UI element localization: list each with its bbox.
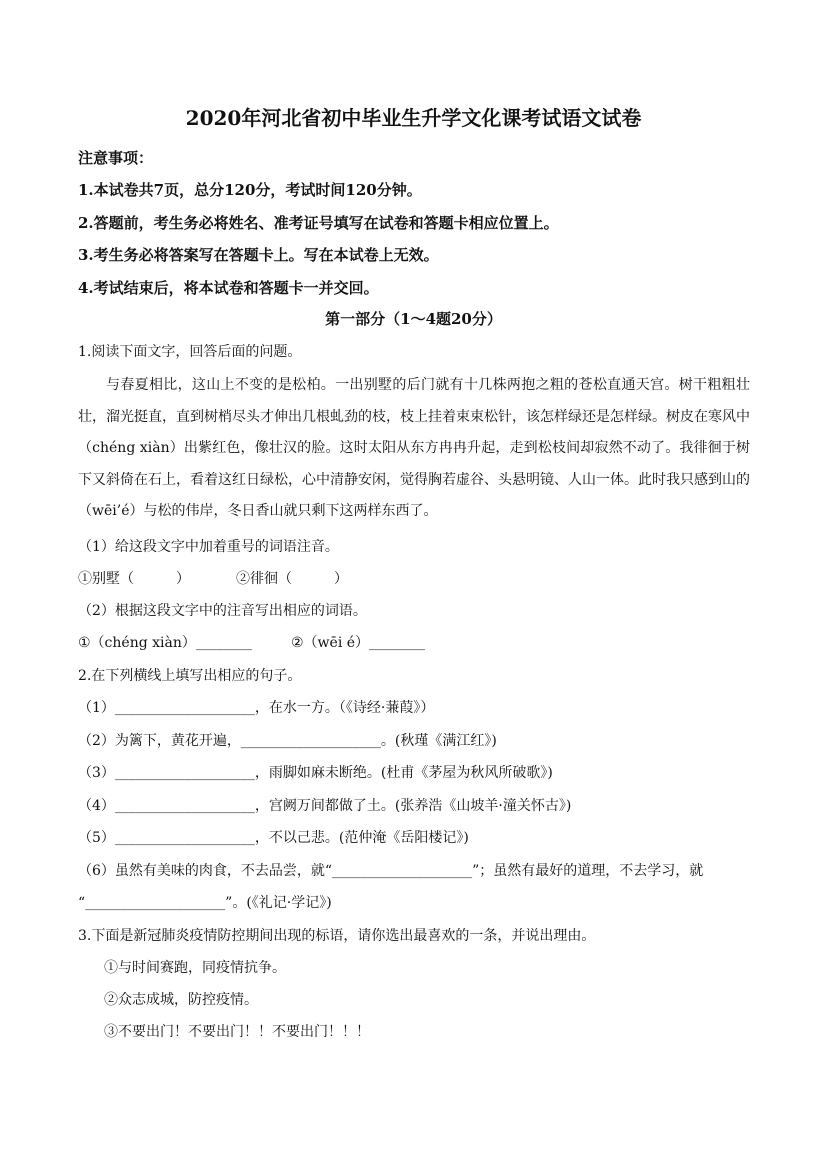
- q1-sub1-item-1: ①别墅（ ）: [78, 571, 190, 587]
- notice-item-1: 1.本试卷共7页，总分120分，考试时间120分钟。: [78, 181, 422, 199]
- notice-item-4: 4.考试结束后，将本试卷和答题卡一并交回。: [78, 279, 379, 297]
- q2-line-5: （5）____________________，不以己悲。(范仲淹《岳阳楼记》): [78, 830, 469, 846]
- q1-stem: 1.阅读下面文字，回答后面的问题。: [78, 344, 302, 360]
- notice-heading: 注意事项：: [78, 149, 154, 167]
- q2-line-4: （4）____________________，宫阙万间都做了土。(张养浩《山坡羊·潼关怀古》): [78, 798, 572, 814]
- q2-line-7: “____________________”。(《礼记·学记》): [78, 895, 332, 911]
- q3-option-3: ③不要出门！不要出门！！不要出门！！！: [104, 1024, 370, 1040]
- q3-option-1: ①与时间赛跑，同疫情抗争。: [104, 960, 286, 976]
- q1-sub2-item-1: ①（chéng xiàn）________: [78, 635, 252, 651]
- exam-title: 2020年河北省初中毕业生升学文化课考试语文试卷: [185, 106, 642, 130]
- notice-item-3: 3.考生务必将答案写在答题卡上。写在本试卷上无效。: [78, 246, 439, 264]
- q2-stem: 2.在下列横线上填写出相应的句子。: [78, 668, 302, 684]
- q2-line-3: （3）____________________，雨脚如麻未断绝。(杜甫《茅屋为秋风所破歌》): [78, 765, 553, 781]
- q1-sub2: （2）根据这段文字中的注音写出相应的词语。: [78, 603, 367, 619]
- q1-sub2-item-2: ②（wēi é）________: [291, 635, 426, 651]
- q1-sub1-item-2: ②徘徊（ ）: [236, 571, 348, 587]
- notice-item-2: 2.答题前，考生务必将姓名、准考证号填写在试卷和答题卡相应位置上。: [78, 214, 559, 232]
- q2-line-2: （2）为篱下，黄花开遍，____________________。(秋瑾《满江红》): [78, 733, 497, 749]
- q1-sub1: （1）给这段文字中加着重号的词语注音。: [78, 539, 339, 555]
- section-title: 第一部分（1～4题20分）: [325, 310, 502, 328]
- q2-line-1: （1）____________________，在水一方。（《诗经·蒹葭》）: [78, 700, 435, 716]
- q1-passage: 与春夏相比，这山上不变的是松柏。一出别墅的后门就有十几株两抱之粗的苍松直通天宫。树干粗粗壮壮，溜光挺直，直到树梢尽头才伸出几根虬劲的枝，枝上挂着束束松针，该怎样绿还是怎样绿。树皮在寒风中（chéng xiàn）出紫红色，像壮汉的脸。这时太阳从东方冉冉升起，走到松枝间却寂然不动了。我徘徊于树下又斜倚在石上，看着这红日绿松，心中清静安闲，觉得胸若虚谷、头悬明镜、人山一体。此时我只感到山的（wēi’é）与松的伟岸，冬日香山就只剩下这两样东西了。: [78, 377, 750, 519]
- q2-line-6: （6）虽然有美味的肉食，不去品尝，就“____________________”；虽然有最好的道理，不去学习，就: [78, 863, 704, 879]
- q3-stem: 3.下面是新冠肺炎疫情防控期间出现的标语，请你选出最喜欢的一条，并说出理由。: [78, 928, 596, 944]
- q3-option-2: ②众志成城，防控疫情。: [104, 992, 258, 1008]
